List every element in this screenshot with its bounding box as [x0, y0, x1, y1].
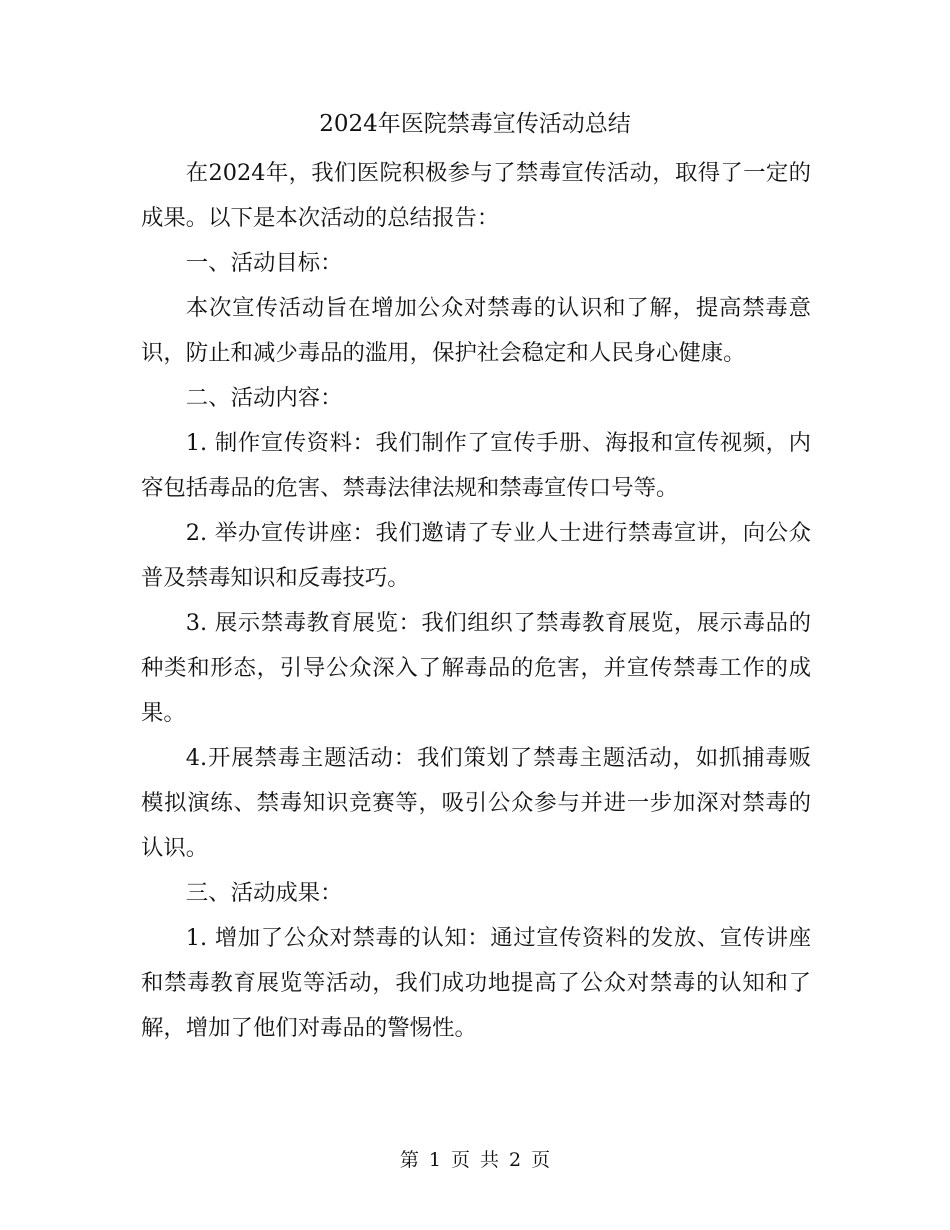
paragraph-goals: 本次宣传活动旨在增加公众对禁毒的认识和了解，提高禁毒意识，防止和减少毒品的滥用，保护社会稳定和人民身心健康。: [141, 295, 811, 366]
section-heading-content: 二、活动内容：: [185, 385, 343, 411]
document-body: [141, 151, 811, 1051]
section-heading-goals: 一、活动目标：: [185, 250, 343, 276]
page-number-footer: 第 1 页 共 2 页: [399, 1149, 551, 1171]
paragraph-intro: 在2024年，我们医院积极参与了禁毒宣传活动，取得了一定的成果。以下是本次活动的总结报告：: [141, 160, 811, 231]
list-item-lectures: 2. 举办宣传讲座：我们邀请了专业人士进行禁毒宣讲，向公众普及禁毒知识和反毒技巧。: [141, 520, 811, 591]
list-item-materials: 1. 制作宣传资料：我们制作了宣传手册、海报和宣传视频，内容包括毒品的危害、禁毒法律法规和禁毒宣传口号等。: [141, 430, 811, 501]
section-heading-results: 三、活动成果：: [185, 880, 343, 906]
document-title: 2024年医院禁毒宣传活动总结: [319, 111, 631, 137]
list-item-exhibition: 3. 展示禁毒教育展览：我们组织了禁毒教育展览，展示毒品的种类和形态，引导公众深入了解毒品的危害，并宣传禁毒工作的成果。: [141, 610, 811, 726]
list-item-themed-activities: 4.开展禁毒主题活动：我们策划了禁毒主题活动，如抓捕毒贩模拟演练、禁毒知识竞赛等，吸引公众参与并进一步加深对禁毒的认识。: [141, 745, 811, 861]
list-item-awareness: 1. 增加了公众对禁毒的认知：通过宣传资料的发放、宣传讲座和禁毒教育展览等活动，我们成功地提高了公众对禁毒的认知和了解，增加了他们对毒品的警惕性。: [141, 925, 811, 1041]
